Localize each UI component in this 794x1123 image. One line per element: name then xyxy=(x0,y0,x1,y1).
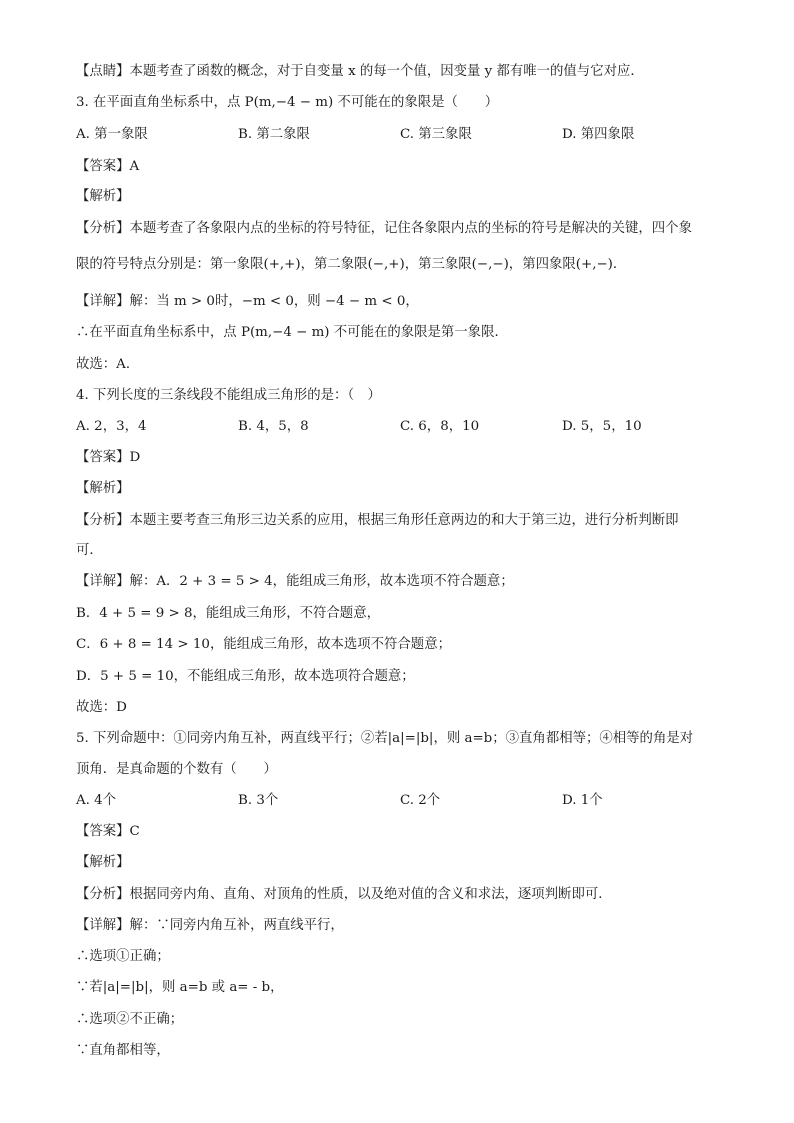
question-5-stem-1: 5. 下列命题中：①同旁内角互补，两直线平行；②若|a|=|b|，则 a=b；③直角都相等；④相等的角是对 xyxy=(76,731,694,746)
q5-analysis-heading: 【解析】 xyxy=(76,855,130,870)
q5-detail-1: 【详解】解：∵同旁内角互补，两直线平行， xyxy=(76,918,344,933)
q5-detail-4: ∴选项②不正确； xyxy=(76,1012,184,1027)
q4-option-b: B. 4，5，8 xyxy=(238,419,309,434)
q5-analysis: 【分析】根据同旁内角、直角、对顶角的性质，以及绝对值的含义和求法，逐项判断即可． xyxy=(76,887,612,902)
q4-option-c: C. 6，8，10 xyxy=(400,419,480,434)
q4-detail-c: C．6 + 8 = 14 > 10，能组成三角形，故本选项不符合题意； xyxy=(76,637,451,652)
q3-option-a: A. 第一象限 xyxy=(76,127,148,142)
q4-analysis-heading: 【解析】 xyxy=(76,481,130,496)
q5-detail-3: ∵若|a|=|b|，则 a=b 或 a= - b， xyxy=(76,980,284,995)
q3-analysis-2: 限的符号特点分别是：第一象限(+,+)，第二象限(−,+)，第三象限(−,−)，第四象限(+,−)． xyxy=(76,257,627,272)
q3-detail-1: 【详解】解：当 m > 0时，−m < 0，则 −4 − m < 0， xyxy=(76,294,419,309)
q4-analysis-1: 【分析】本题主要考查三角形三边关系的应用，根据三角形任意两边的和大于第三边，进行分析判断即 xyxy=(76,513,679,528)
q4-detail-d: D．5 + 5 = 10，不能组成三角形，故本选项符合题意； xyxy=(76,669,415,684)
q5-option-a: A. 4个 xyxy=(76,793,117,808)
q4-option-a: A. 2，3，4 xyxy=(76,419,147,434)
question-4-stem: 4. 下列长度的三条线段不能组成三角形的是：（ ） xyxy=(76,388,381,403)
q3-answer: 【答案】A xyxy=(76,159,140,174)
q3-analysis-1: 【分析】本题考查了各象限内点的坐标的符号特征，记住各象限内点的坐标的符号是解决的关键，四个象 xyxy=(76,221,692,236)
q5-detail-2: ∴选项①正确； xyxy=(76,949,170,964)
q3-option-d: D. 第四象限 xyxy=(562,127,635,142)
q4-option-d: D. 5，5，10 xyxy=(562,419,642,434)
q4-answer: 【答案】D xyxy=(76,450,141,465)
question-4-options xyxy=(76,417,794,437)
q5-detail-5: ∵直角都相等， xyxy=(76,1043,170,1058)
q4-choice: 故选：D xyxy=(76,700,127,715)
q4-detail-a: 【详解】解：A．2 + 3 = 5 > 4，能组成三角形，故本选项不符合题意； xyxy=(76,574,514,589)
q3-choice: 故选：A． xyxy=(76,357,140,372)
q3-analysis-heading: 【解析】 xyxy=(76,189,130,204)
q5-option-d: D. 1个 xyxy=(562,793,603,808)
question-3-options xyxy=(76,125,794,145)
question-5-stem-2: 顶角．是真命题的个数有（ ） xyxy=(76,762,277,777)
q3-option-b: B. 第二象限 xyxy=(238,127,310,142)
q5-option-b: B. 3个 xyxy=(238,793,279,808)
q5-option-c: C. 2个 xyxy=(400,793,441,808)
q4-detail-b: B．4 + 5 = 9 > 8，能组成三角形，不符合题意， xyxy=(76,606,380,621)
q3-detail-2: ∴在平面直角坐标系中，点 P(m,−4 − m) 不可能在的象限是第一象限． xyxy=(76,325,508,340)
q5-answer: 【答案】C xyxy=(76,824,140,839)
question-5-options xyxy=(76,791,794,811)
question-3-stem: 3. 在平面直角坐标系中，点 P(m,−4 − m) 不可能在的象限是（ ） xyxy=(76,95,499,110)
q4-analysis-2: 可． xyxy=(76,543,103,558)
dianjing-note: 【点睛】本题考查了函数的概念，对于自变量 x 的每一个值，因变量 y 都有唯一的值与它对应． xyxy=(76,64,644,79)
q3-option-c: C. 第三象限 xyxy=(400,127,472,142)
